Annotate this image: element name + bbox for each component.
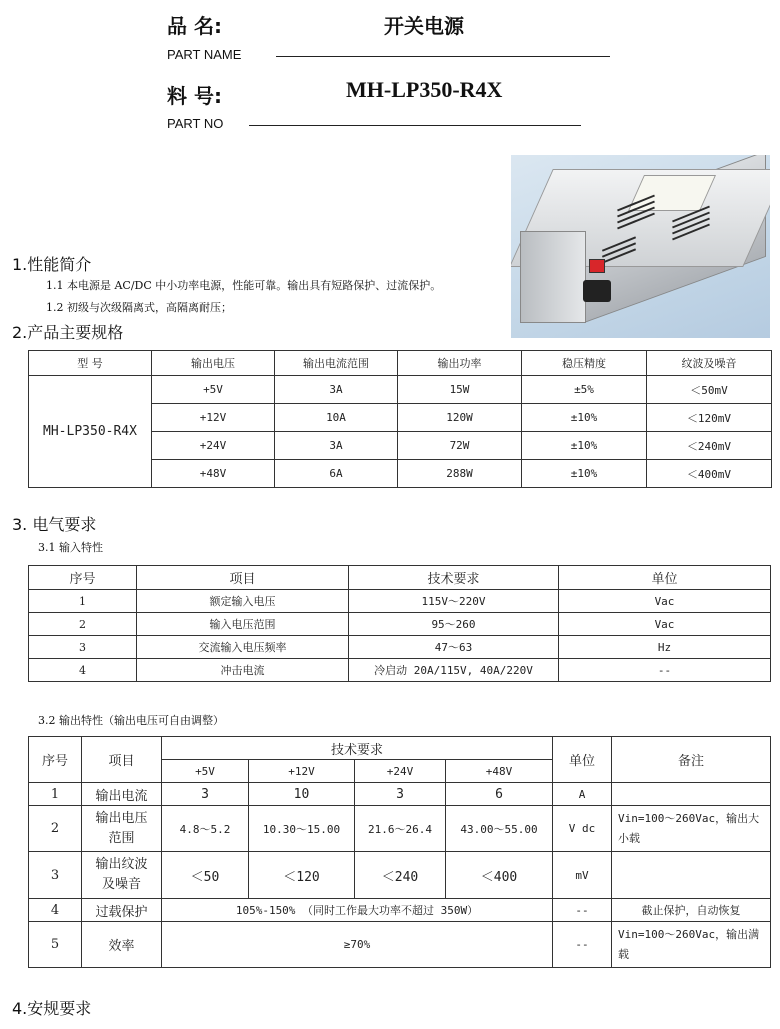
input-table bbox=[28, 565, 771, 682]
spec-cell: ±5% bbox=[522, 376, 647, 404]
output-cell: 43.00～55.00 bbox=[446, 806, 553, 852]
input-cell: 2 bbox=[29, 613, 137, 636]
section3-sub1: 3.1 输入特性 bbox=[38, 541, 103, 554]
output-cell: Vin=100～260Vac，输出满载 bbox=[612, 922, 771, 968]
output-row bbox=[29, 899, 771, 922]
input-cell: 3 bbox=[29, 636, 137, 659]
input-row bbox=[29, 659, 771, 682]
part-name-value: 开关电源 bbox=[384, 14, 464, 38]
output-cell: 输出电压范围 bbox=[82, 806, 162, 852]
input-header-no: 序号 bbox=[29, 566, 137, 590]
output-header-no: 序号 bbox=[29, 737, 82, 783]
output-cell: ＜50 bbox=[162, 852, 249, 899]
spec-cell: 288W bbox=[398, 460, 522, 488]
power-switch-icon bbox=[589, 259, 605, 273]
spec-header-regulation: 稳压精度 bbox=[522, 351, 647, 376]
input-cell: Vac bbox=[559, 590, 771, 613]
part-name-en-label: PART NAME bbox=[167, 47, 242, 62]
output-cell: -- bbox=[553, 899, 612, 922]
output-header-v12: +12V bbox=[249, 760, 355, 783]
spec-table bbox=[28, 350, 772, 488]
output-cell: mV bbox=[553, 852, 612, 899]
output-cell: 3 bbox=[355, 783, 446, 806]
output-cell: 过载保护 bbox=[82, 899, 162, 922]
spec-header-ripple: 纹波及噪音 bbox=[647, 351, 772, 376]
section3-sub2: 3.2 输出特性（输出电压可自由调整） bbox=[38, 714, 224, 727]
spec-model-cell: MH-LP350-R4X bbox=[29, 376, 152, 488]
output-cell: Vin=100～260Vac，输出大小载 bbox=[612, 806, 771, 852]
section4-title: 4.安规要求 bbox=[12, 999, 92, 1018]
part-name-label: 品 名: bbox=[167, 14, 222, 38]
input-row bbox=[29, 636, 771, 659]
spec-header-power: 输出功率 bbox=[398, 351, 522, 376]
output-cell: 输出电流 bbox=[82, 783, 162, 806]
output-cell: -- bbox=[553, 922, 612, 968]
output-cell: 2 bbox=[29, 806, 82, 852]
spec-cell: 3A bbox=[275, 376, 398, 404]
input-cell: -- bbox=[559, 659, 771, 682]
input-cell: 47～63 bbox=[349, 636, 559, 659]
output-cell: 21.6～26.4 bbox=[355, 806, 446, 852]
spec-cell: 72W bbox=[398, 432, 522, 460]
output-header-v24: +24V bbox=[355, 760, 446, 783]
input-cell: 额定输入电压 bbox=[137, 590, 349, 613]
input-cell: 输入电压范围 bbox=[137, 613, 349, 636]
spec-cell: +12V bbox=[152, 404, 275, 432]
output-cell: 4 bbox=[29, 899, 82, 922]
output-cell: 效率 bbox=[82, 922, 162, 968]
output-header-tech: 技术要求 bbox=[162, 737, 553, 760]
ac-socket-icon bbox=[583, 280, 611, 302]
spec-cell: 6A bbox=[275, 460, 398, 488]
spec-cell: +5V bbox=[152, 376, 275, 404]
output-cell: 输出纹波及噪音 bbox=[82, 852, 162, 899]
section1-title: 1.性能简介 bbox=[12, 255, 92, 274]
input-row bbox=[29, 590, 771, 613]
input-cell: 冲击电流 bbox=[137, 659, 349, 682]
output-cell: 5 bbox=[29, 922, 82, 968]
output-header-unit: 单位 bbox=[553, 737, 612, 783]
spec-cell: 10A bbox=[275, 404, 398, 432]
output-cell: ＜400 bbox=[446, 852, 553, 899]
output-table bbox=[28, 736, 771, 968]
input-row bbox=[29, 613, 771, 636]
section1-para2: 1.2 初级与次级隔离式，高隔离耐压； bbox=[46, 301, 232, 314]
output-cell: ≥70% bbox=[162, 922, 553, 968]
spec-cell: ＜240mV bbox=[647, 432, 772, 460]
spec-header-current: 输出电流范围 bbox=[275, 351, 398, 376]
spec-header-voltage: 输出电压 bbox=[152, 351, 275, 376]
input-cell: Hz bbox=[559, 636, 771, 659]
spec-cell: ＜120mV bbox=[647, 404, 772, 432]
section1-para1: 1.1 本电源是 AC/DC 中小功率电源，性能可靠。输出具有短路保护、过流保护。 bbox=[46, 279, 442, 292]
part-no-en-label: PART NO bbox=[167, 116, 224, 131]
output-cell: ＜120 bbox=[249, 852, 355, 899]
input-cell: 1 bbox=[29, 590, 137, 613]
product-photo bbox=[511, 155, 770, 338]
input-header-unit: 单位 bbox=[559, 566, 771, 590]
output-cell: 3 bbox=[29, 852, 82, 899]
spec-cell: 120W bbox=[398, 404, 522, 432]
output-header-v5: +5V bbox=[162, 760, 249, 783]
input-cell: 115V～220V bbox=[349, 590, 559, 613]
output-cell: 1 bbox=[29, 783, 82, 806]
spec-cell: +24V bbox=[152, 432, 275, 460]
spec-header-model: 型 号 bbox=[29, 351, 152, 376]
output-cell: 105%-150% （同时工作最大功率不超过 350W） bbox=[162, 899, 553, 922]
input-cell: 冷启动 20A/115V, 40A/220V bbox=[349, 659, 559, 682]
spec-cell: +48V bbox=[152, 460, 275, 488]
part-name-rule bbox=[276, 56, 610, 57]
part-no-label: 料 号: bbox=[167, 84, 222, 108]
output-row bbox=[29, 806, 771, 852]
output-row bbox=[29, 783, 771, 806]
output-cell: 10.30～15.00 bbox=[249, 806, 355, 852]
spec-cell: ±10% bbox=[522, 404, 647, 432]
output-cell: 10 bbox=[249, 783, 355, 806]
output-cell: 4.8～5.2 bbox=[162, 806, 249, 852]
output-cell: V dc bbox=[553, 806, 612, 852]
spec-cell: ±10% bbox=[522, 460, 647, 488]
output-header-v48: +48V bbox=[446, 760, 553, 783]
output-header-item: 项目 bbox=[82, 737, 162, 783]
spec-cell: ＜400mV bbox=[647, 460, 772, 488]
output-cell bbox=[612, 783, 771, 806]
input-header-tech: 技术要求 bbox=[349, 566, 559, 590]
input-cell: 4 bbox=[29, 659, 137, 682]
output-cell bbox=[612, 852, 771, 899]
part-no-rule bbox=[249, 125, 581, 126]
section3-title: 3. 电气要求 bbox=[12, 515, 97, 534]
output-cell: 截止保护，自动恢复 bbox=[612, 899, 771, 922]
output-cell: ＜240 bbox=[355, 852, 446, 899]
spec-row bbox=[29, 376, 772, 404]
output-cell: 3 bbox=[162, 783, 249, 806]
spec-cell: 15W bbox=[398, 376, 522, 404]
spec-cell: ±10% bbox=[522, 432, 647, 460]
output-cell: A bbox=[553, 783, 612, 806]
output-header-note: 备注 bbox=[612, 737, 771, 783]
spec-cell: ＜50mV bbox=[647, 376, 772, 404]
input-cell: 交流输入电压频率 bbox=[137, 636, 349, 659]
section2-title: 2.产品主要规格 bbox=[12, 323, 124, 342]
input-header-item: 项目 bbox=[137, 566, 349, 590]
part-no-value: MH-LP350-R4X bbox=[346, 77, 503, 102]
spec-cell: 3A bbox=[275, 432, 398, 460]
output-row bbox=[29, 852, 771, 899]
output-cell: 6 bbox=[446, 783, 553, 806]
output-row bbox=[29, 922, 771, 968]
input-cell: Vac bbox=[559, 613, 771, 636]
input-cell: 95～260 bbox=[349, 613, 559, 636]
